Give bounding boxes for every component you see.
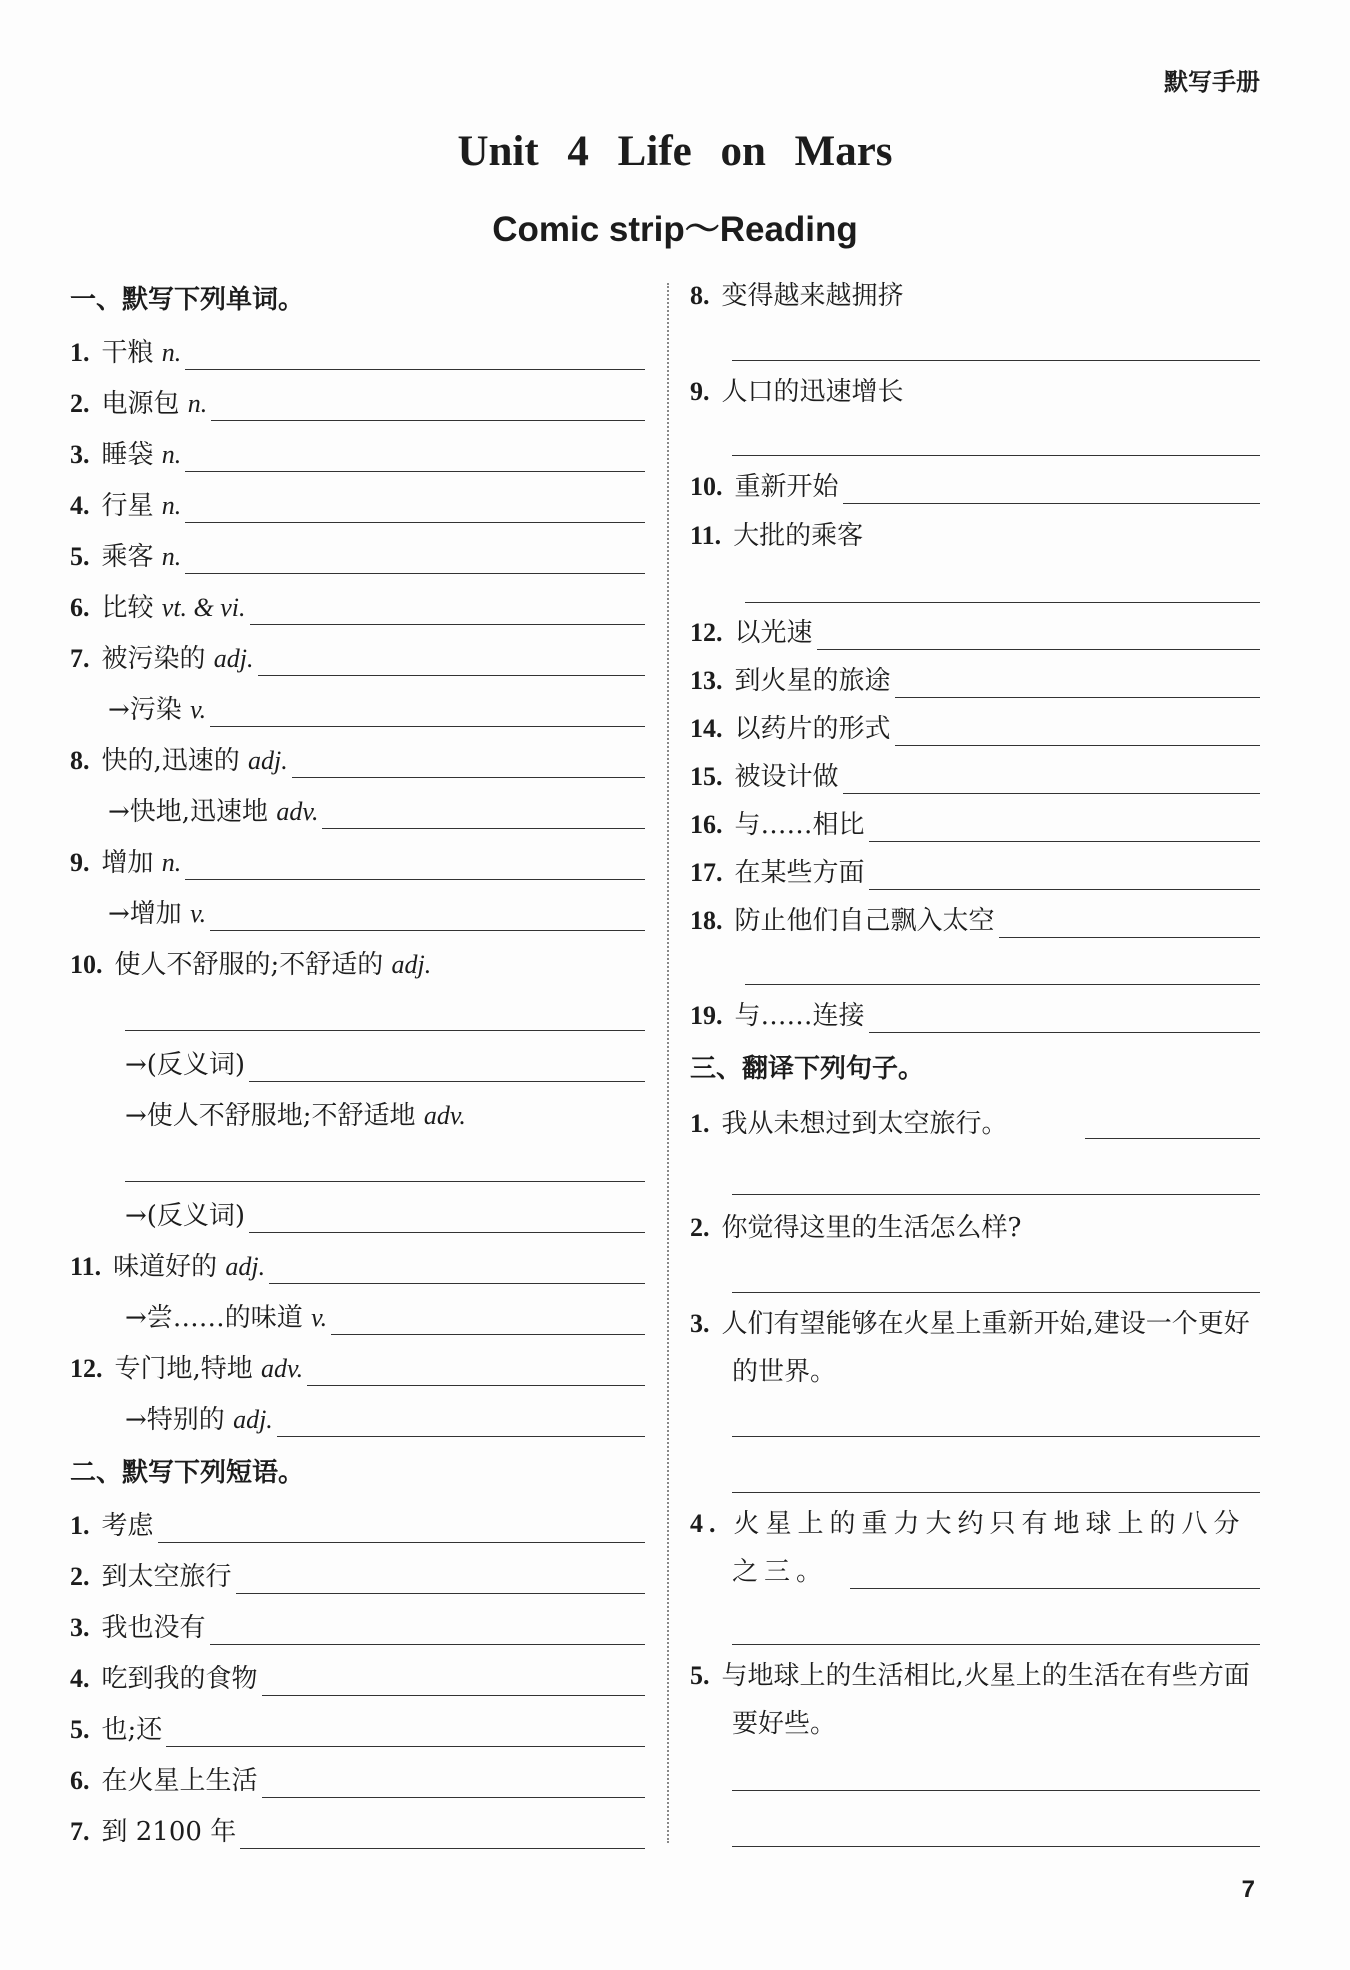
word-item: 8. 快的,迅速的 adj. bbox=[70, 744, 645, 778]
answer-line[interactable] bbox=[1085, 1138, 1260, 1139]
answer-blank[interactable] bbox=[999, 907, 1260, 938]
answer-blank[interactable] bbox=[211, 390, 645, 421]
answer-line[interactable] bbox=[732, 1790, 1260, 1791]
word-item: 1. 干粮 n. bbox=[70, 336, 645, 370]
answer-blank[interactable] bbox=[185, 339, 645, 370]
word-item: 6. 比较 vt. & vi. bbox=[70, 591, 645, 625]
word-derivative: →增加 v. bbox=[108, 897, 645, 931]
unit-title: Unit 4 Life on Mars bbox=[457, 128, 893, 175]
answer-blank[interactable] bbox=[817, 619, 1260, 650]
answer-blank[interactable] bbox=[843, 763, 1260, 794]
phrase-item: 4. 吃到我的食物 bbox=[70, 1662, 645, 1696]
sentence-item: 4. 火星上的重力大约只有地球上的八分之三。 bbox=[690, 1509, 1246, 1587]
answer-blank[interactable] bbox=[307, 1355, 645, 1386]
column-divider bbox=[667, 283, 669, 1843]
answer-line[interactable] bbox=[732, 1846, 1260, 1847]
word-item: 11. 味道好的 adj. bbox=[70, 1250, 645, 1284]
sentence-item: 5. 与地球上的生活相比,火星上的生活在有些方面要好些。 bbox=[690, 1661, 1250, 1739]
answer-line[interactable] bbox=[732, 455, 1260, 456]
word-item: 2. 电源包 n. bbox=[70, 387, 645, 421]
answer-line[interactable] bbox=[732, 1292, 1260, 1293]
answer-blank[interactable] bbox=[210, 1614, 645, 1645]
phrase-item: 19. 与……连接 bbox=[690, 999, 1260, 1033]
answer-line[interactable] bbox=[125, 1181, 645, 1182]
answer-line[interactable] bbox=[732, 1436, 1260, 1437]
phrase-item: 5. 也;还 bbox=[70, 1713, 645, 1747]
word-derivative: →(反义词) bbox=[125, 1048, 645, 1082]
answer-line[interactable] bbox=[732, 360, 1260, 361]
answer-line[interactable] bbox=[732, 1492, 1260, 1493]
sentence-item: 2. 你觉得这里的生活怎么样? bbox=[690, 1213, 1022, 1243]
word-item: 4. 行星 n. bbox=[70, 489, 645, 523]
phrase-item: 15. 被设计做 bbox=[690, 760, 1260, 794]
word-derivative: →使人不舒服地;不舒适地 adv. bbox=[125, 1101, 466, 1131]
answer-blank[interactable] bbox=[249, 1202, 645, 1233]
answer-blank[interactable] bbox=[895, 667, 1260, 698]
phrase-item: 14. 以药片的形式 bbox=[690, 712, 1260, 746]
answer-blank[interactable] bbox=[843, 473, 1260, 504]
word-item: 7. 被污染的 adj. bbox=[70, 642, 645, 676]
word-item: 5. 乘客 n. bbox=[70, 540, 645, 574]
word-derivative: →特别的 adj. bbox=[125, 1403, 645, 1437]
phrase-item: 10. 重新开始 bbox=[690, 470, 1260, 504]
sentence-item: 1. 我从未想过到太空旅行。 bbox=[690, 1109, 1008, 1139]
answer-blank[interactable] bbox=[269, 1253, 645, 1284]
answer-blank[interactable] bbox=[185, 492, 645, 523]
section2-heading: 二、默写下列短语。 bbox=[70, 1458, 305, 1488]
word-item: 10. 使人不舒服的;不舒适的 adj. bbox=[70, 950, 432, 980]
word-item: 12. 专门地,特地 adv. bbox=[70, 1352, 645, 1386]
answer-blank[interactable] bbox=[210, 696, 645, 727]
phrase-item: 11. 大批的乘客 bbox=[690, 521, 864, 551]
answer-blank[interactable] bbox=[277, 1406, 645, 1437]
page-number: 7 bbox=[1241, 1876, 1255, 1903]
word-item: 9. 增加 n. bbox=[70, 846, 645, 880]
answer-blank[interactable] bbox=[262, 1665, 645, 1696]
answer-blank[interactable] bbox=[262, 1767, 645, 1798]
handbook-label: 默写手册 bbox=[1164, 68, 1260, 96]
phrase-item: 1. 考虑 bbox=[70, 1509, 645, 1543]
phrase-item: 7. 到 2100 年 bbox=[70, 1815, 645, 1849]
phrase-item: 2. 到太空旅行 bbox=[70, 1560, 645, 1594]
phrase-item: 6. 在火星上生活 bbox=[70, 1764, 645, 1798]
word-derivative: →污染 v. bbox=[108, 693, 645, 727]
sentence-item: 3. 人们有望能够在火星上重新开始,建设一个更好的世界。 bbox=[690, 1309, 1250, 1387]
word-derivative: →尝……的味道 v. bbox=[125, 1301, 645, 1335]
phrase-item: 17. 在某些方面 bbox=[690, 856, 1260, 890]
answer-blank[interactable] bbox=[895, 715, 1260, 746]
answer-blank[interactable] bbox=[292, 747, 645, 778]
answer-line[interactable] bbox=[125, 1030, 645, 1031]
phrase-item: 12. 以光速 bbox=[690, 616, 1260, 650]
answer-blank[interactable] bbox=[258, 645, 645, 676]
answer-blank[interactable] bbox=[210, 900, 645, 931]
phrase-item: 9. 人口的迅速增长 bbox=[690, 377, 904, 407]
answer-blank[interactable] bbox=[869, 1002, 1260, 1033]
phrase-item: 18. 防止他们自己飘入太空 bbox=[690, 904, 1260, 938]
section3-heading: 三、翻译下列句子。 bbox=[690, 1054, 925, 1084]
answer-blank[interactable] bbox=[240, 1818, 645, 1849]
answer-blank[interactable] bbox=[166, 1716, 645, 1747]
answer-line[interactable] bbox=[850, 1588, 1260, 1589]
answer-blank[interactable] bbox=[185, 441, 645, 472]
phrase-item: 16. 与……相比 bbox=[690, 808, 1260, 842]
answer-line[interactable] bbox=[732, 1194, 1260, 1195]
lesson-subtitle: Comic strip～Reading bbox=[492, 210, 858, 249]
answer-blank[interactable] bbox=[869, 811, 1260, 842]
answer-line[interactable] bbox=[745, 984, 1260, 985]
answer-blank[interactable] bbox=[322, 798, 645, 829]
answer-blank[interactable] bbox=[236, 1563, 645, 1594]
answer-blank[interactable] bbox=[331, 1304, 645, 1335]
word-item: 3. 睡袋 n. bbox=[70, 438, 645, 472]
answer-line[interactable] bbox=[732, 1644, 1260, 1645]
phrase-item: 8. 变得越来越拥挤 bbox=[690, 281, 904, 311]
answer-blank[interactable] bbox=[158, 1512, 645, 1543]
answer-blank[interactable] bbox=[250, 594, 645, 625]
word-derivative: →(反义词) bbox=[125, 1199, 645, 1233]
phrase-item: 3. 我也没有 bbox=[70, 1611, 645, 1645]
answer-blank[interactable] bbox=[869, 859, 1260, 890]
section1-heading: 一、默写下列单词。 bbox=[70, 285, 305, 315]
answer-blank[interactable] bbox=[185, 849, 645, 880]
phrase-item: 13. 到火星的旅途 bbox=[690, 664, 1260, 698]
word-derivative: →快地,迅速地 adv. bbox=[108, 795, 645, 829]
answer-blank[interactable] bbox=[249, 1051, 645, 1082]
answer-blank[interactable] bbox=[185, 543, 645, 574]
answer-line[interactable] bbox=[745, 602, 1260, 603]
